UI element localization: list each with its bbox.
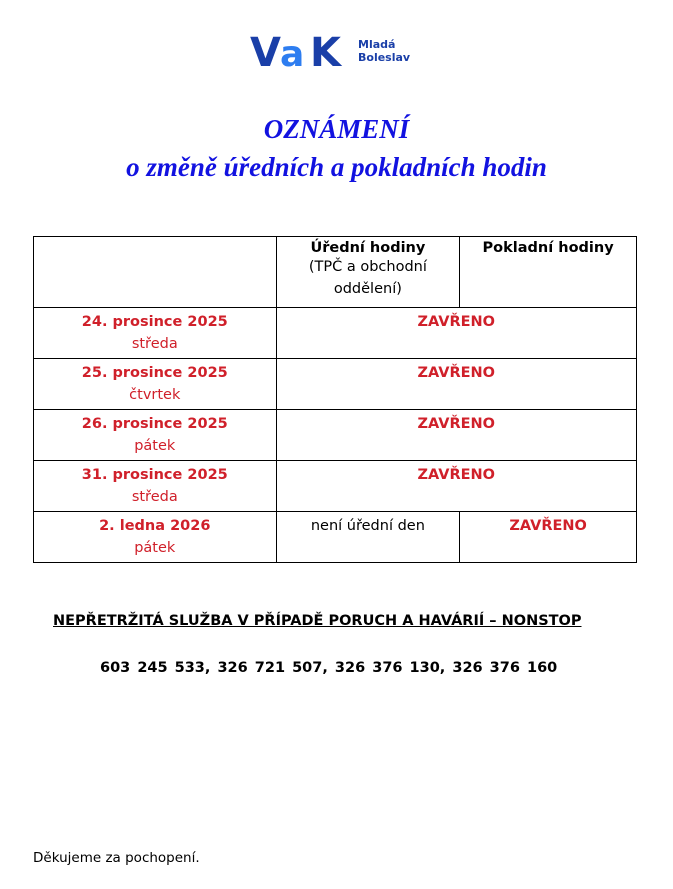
announcement-subtitle: o změně úředních a pokladních hodin <box>126 152 547 182</box>
day-label: středa <box>131 489 178 505</box>
office-status-cell: není úřední den <box>276 512 460 563</box>
logo-letter-k: K <box>310 30 341 70</box>
status-cell: ZAVŘENO <box>276 308 636 359</box>
hours-table <box>33 236 637 563</box>
thanks-note: Děkujeme za pochopení. <box>33 850 200 866</box>
date-label: 31. prosince 2025 <box>81 467 228 483</box>
date-cell <box>34 308 277 359</box>
logo-letter-a: a <box>280 34 305 70</box>
date-label: 24. prosince 2025 <box>81 314 228 330</box>
header-empty-cell <box>34 237 277 308</box>
header-cash-hours-title: Pokladní hodiny <box>482 240 614 256</box>
date-label: 25. prosince 2025 <box>81 365 228 381</box>
header-office-hours <box>276 237 460 308</box>
table-header-row <box>34 237 637 308</box>
table-row <box>34 461 637 512</box>
phone-numbers: 603 245 533, 326 721 507, 326 376 130, 326 376 160 <box>100 660 558 676</box>
date-cell <box>34 359 277 410</box>
table-row <box>34 308 637 359</box>
day-label: pátek <box>134 438 176 454</box>
nonstop-service-heading: NEPŘETRŽITÁ SLUŽBA V PŘÍPADĚ PORUCH A HAVÁRIÍ – NONSTOP <box>53 613 582 629</box>
day-label: čtvrtek <box>129 387 181 403</box>
announcement-title: OZNÁMENÍ <box>263 114 410 144</box>
date-cell <box>34 512 277 563</box>
date-cell <box>34 410 277 461</box>
table-row <box>34 512 637 563</box>
table-row <box>34 410 637 461</box>
date-cell <box>34 461 277 512</box>
status-cell: ZAVŘENO <box>276 359 636 410</box>
company-logo <box>250 30 420 70</box>
vak-logo-mark <box>250 30 356 70</box>
header-office-hours-title: Úřední hodiny <box>310 240 426 256</box>
header-cash-hours <box>460 237 637 308</box>
logo-letter-v: V <box>250 30 281 70</box>
status-cell: ZAVŘENO <box>276 410 636 461</box>
date-label: 26. prosince 2025 <box>81 416 228 432</box>
day-label: středa <box>131 336 178 352</box>
cash-status-cell: ZAVŘENO <box>460 512 637 563</box>
day-label: pátek <box>134 540 176 556</box>
logo-sub-line1: Mladá <box>358 38 396 51</box>
date-label: 2. ledna 2026 <box>99 518 211 534</box>
logo-subtitle <box>358 38 410 64</box>
status-cell: ZAVŘENO <box>276 461 636 512</box>
header-office-hours-note: (TPČ a obchodní oddělení) <box>308 259 427 297</box>
logo-sub-line2: Boleslav <box>358 51 411 64</box>
table-row <box>34 359 637 410</box>
